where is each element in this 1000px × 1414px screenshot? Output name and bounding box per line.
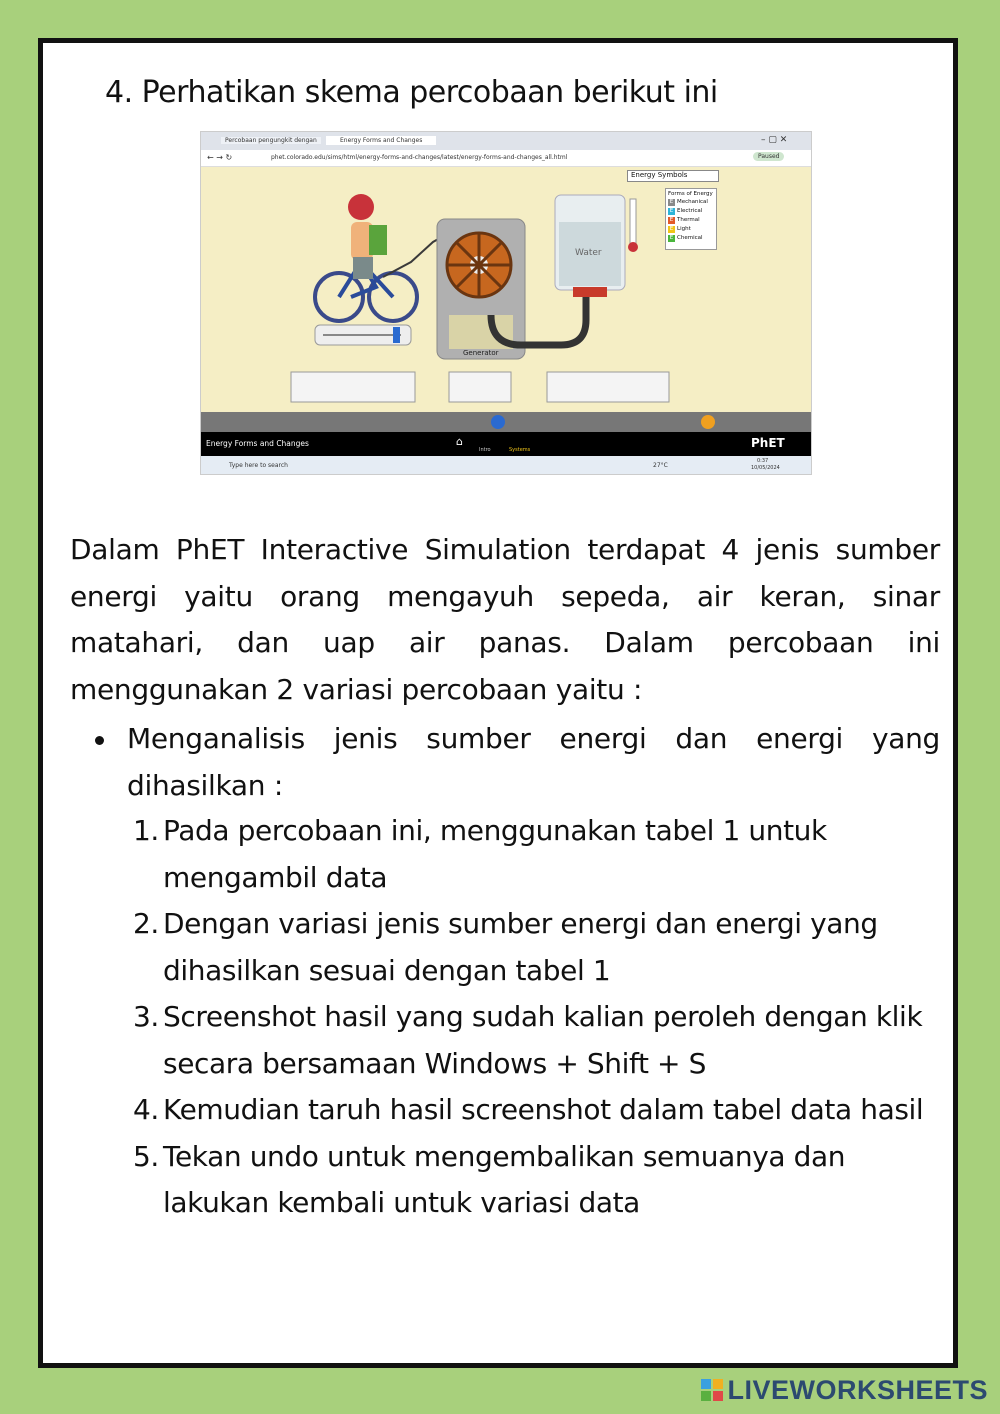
cyclist-icon (348, 194, 387, 279)
list-item: 1. Pada percobaan ini, menggunakan tabel 1 untuk mengambil data (133, 814, 827, 894)
list-item: 4. Kemudian taruh hasil screenshot dalam tabel data hasil (133, 1093, 924, 1126)
windows-taskbar (201, 456, 811, 474)
intro-paragraph: Dalam PhET Interactive Simulation terdapat 4 jenis sumber energi yaitu orang mengayuh sepeda, air keran, sinar matahari, dan uap air panas. Dalam percobaan ini menggunakan 2 variasi percobaan yaitu : (70, 533, 940, 706)
energy-form-label: Chemical (677, 235, 703, 241)
energy-form-item (668, 199, 714, 206)
list-item: 2. Dengan variasi jenis sumber energi dan energi yang dihasilkan sesuai dengan tabel 1 (133, 907, 878, 987)
home-icon[interactable]: ⌂ (456, 435, 463, 448)
energy-form-swatch: E (669, 199, 674, 205)
energy-form-swatch: E (669, 217, 674, 223)
url-text: phet.colorado.edu/sims/html/energy-forms-and-changes/latest/energy-forms-and-changes_all.html (271, 154, 568, 161)
screen-intro[interactable]: Intro (479, 447, 491, 453)
forms-of-energy-legend (665, 188, 717, 250)
window-controls-icon: – ▢ ✕ (761, 135, 788, 145)
energy-form-item (668, 235, 714, 242)
sim-nav-bar (201, 432, 811, 456)
water-label: Water (575, 248, 602, 258)
list-item: 3. Screenshot hasil yang sudah kalian peroleh dengan klik secara bersamaan Windows + Shift + S (133, 1000, 923, 1080)
energy-form-label: Light (677, 226, 691, 232)
energy-form-swatch: E (669, 208, 674, 214)
taskbar-search[interactable]: Type here to search (229, 462, 288, 469)
list-item: 5. Tekan undo untuk mengembalikan semuanya dan lakukan kembali untuk variasi data (133, 1139, 846, 1219)
liveworksheets-logo (701, 1375, 988, 1406)
browser-tab-1: Percobaan pengungkit dengan (221, 137, 321, 144)
bullet-item (95, 716, 940, 809)
browser-tab-2: Energy Forms and Changes (326, 136, 436, 145)
browser-tab-bar (201, 132, 811, 150)
energy-form-swatch: E (669, 235, 674, 241)
play-pause-button[interactable] (491, 415, 505, 429)
nav-arrows-icon: ← → ↻ (207, 153, 233, 162)
paused-badge: Paused (753, 152, 784, 161)
phet-logo: PhET (751, 436, 785, 450)
source-selector (291, 372, 415, 402)
generator-icon (437, 219, 525, 359)
energy-symbols-label: Energy Symbols (631, 171, 688, 179)
steps-list (133, 808, 933, 1227)
forms-title: Forms of Energy (668, 191, 713, 197)
beaker-icon (555, 195, 625, 297)
user-selector (547, 372, 669, 402)
converter-selector (449, 372, 511, 402)
phet-screenshot (200, 131, 812, 475)
clock-time: 0:37 (757, 458, 769, 464)
generator-label: Generator (463, 349, 499, 357)
energy-form-item (668, 217, 714, 224)
energy-symbols-toggle[interactable] (627, 170, 719, 182)
reset-button[interactable] (701, 415, 715, 429)
energy-form-label: Mechanical (677, 199, 708, 205)
question-heading: 4. Perhatikan skema percobaan berikut ini (105, 75, 718, 110)
energy-form-label: Thermal (677, 217, 700, 223)
energy-form-item (668, 208, 714, 215)
weather-temp: 27°C (653, 462, 668, 469)
energy-form-label: Electrical (677, 208, 703, 214)
sim-title: Energy Forms and Changes (206, 439, 309, 448)
brand-text: LIVEWORKSHEETS (727, 1375, 988, 1405)
energy-form-item (668, 226, 714, 233)
bullet-dot (95, 736, 104, 745)
sim-control-bar (201, 412, 811, 432)
energy-form-swatch: E (669, 226, 674, 232)
bullet-text: Menganalisis jenis sumber energi dan energi yang dihasilkan : (127, 722, 940, 802)
clock-date: 10/05/2024 (751, 465, 780, 471)
sim-scene (201, 167, 811, 412)
screen-systems[interactable]: Systems (509, 447, 531, 453)
browser-address-bar (201, 150, 811, 167)
liveworksheets-icon (701, 1379, 723, 1401)
thermometer-icon (630, 199, 636, 244)
worksheet-page (38, 38, 958, 1368)
